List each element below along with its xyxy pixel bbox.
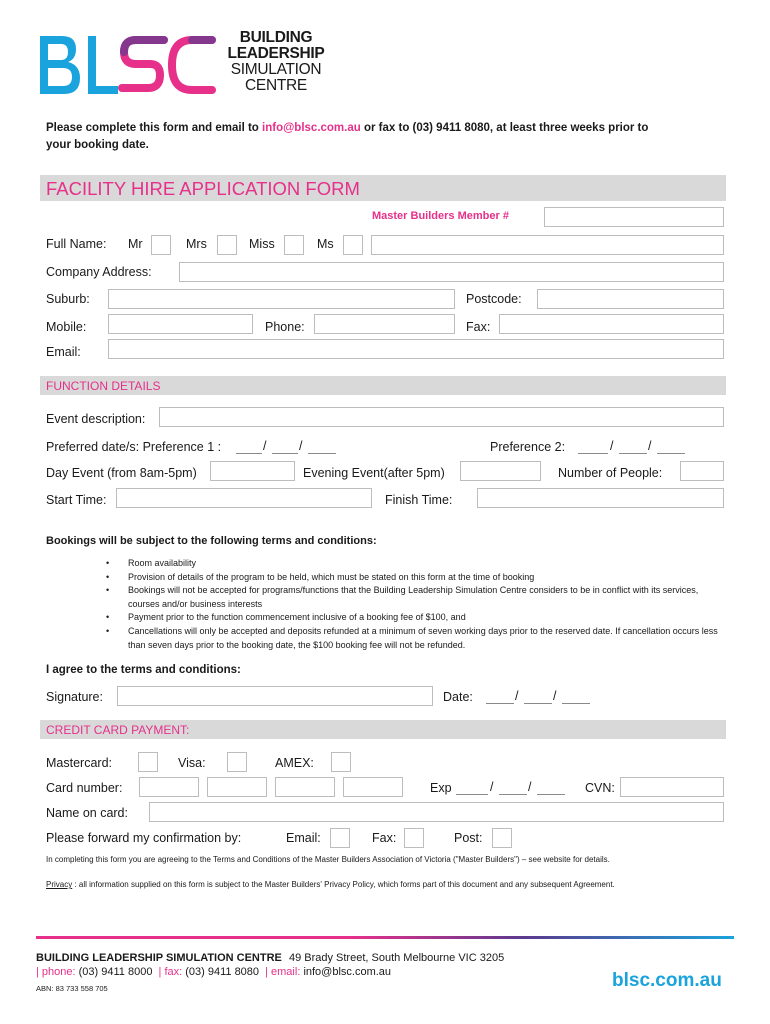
agree-heading: I agree to the terms and conditions: [46,664,241,676]
exp-year[interactable] [537,781,565,795]
signature-label: Signature: [46,690,103,704]
full-name-field[interactable] [371,235,724,255]
date-label: Date: [443,690,473,704]
intro-text-after: or fax to (03) 9411 8080, at least three weeks prior to [360,122,649,134]
preference-2-day[interactable] [578,440,608,454]
exp-label: Exp [430,781,452,795]
preference-1-slash-1: / [263,439,267,453]
footer-sep-3: | [265,966,268,978]
bullet-icon: • [106,612,110,623]
forward-fax-checkbox[interactable] [404,828,424,848]
title-ms-label: Ms [317,237,334,251]
forward-email-checkbox[interactable] [330,828,350,848]
preference-1-slash-2: / [299,439,303,453]
suburb-label: Suburb: [46,292,90,306]
postcode-label: Postcode: [466,292,522,306]
date-month[interactable] [524,690,552,704]
number-people-label: Number of People: [558,466,663,480]
footer-divider [36,936,734,939]
card-number-group-1[interactable] [139,777,199,797]
logo-line-3: SIMULATION [230,61,322,78]
logo-text [226,30,326,94]
forward-fax-label: Fax: [372,831,397,845]
event-description-label: Event description: [46,412,146,426]
fax-label: Fax: [466,320,491,334]
footer-email[interactable]: info@blsc.com.au [303,966,392,978]
exp-slash-1: / [490,780,494,794]
start-time-field[interactable] [116,488,372,508]
start-time-label: Start Time: [46,493,107,507]
blsc-logo-mark [36,32,216,98]
fax-field[interactable] [499,314,724,334]
card-number-group-4[interactable] [343,777,403,797]
terms-item-5: • Cancellations will only be accepted and deposits refunded at a minimum of seven working days prior to the reserved date. If cancellation occurs less than seven days prior to the booking date, the $100 booking fee will not be refunded. [106,625,718,650]
name-on-card-field[interactable] [149,802,724,822]
day-event-label: Day Event (from 8am-5pm) [46,466,197,480]
amex-label: AMEX: [275,756,314,770]
event-description-field[interactable] [159,407,724,427]
email-field[interactable] [108,339,724,359]
name-on-card-label: Name on card: [46,806,128,820]
intro-text [46,120,726,154]
function-details-title: FUNCTION DETAILS [46,379,161,393]
preference-2-year[interactable] [657,440,685,454]
forward-email-label: Email: [286,831,321,845]
intro-email-link[interactable]: info@blsc.com.au [262,122,361,134]
evening-event-field[interactable] [460,461,541,481]
number-people-field[interactable] [680,461,724,481]
footer-sep-2: | [158,966,162,978]
title-miss-label: Miss [249,237,275,251]
preference-1-label: Preferred date/s: Preference 1 : [46,440,222,454]
phone-field[interactable] [314,314,455,334]
visa-checkbox[interactable] [227,752,247,772]
suburb-field[interactable] [108,289,455,309]
phone-label: Phone: [265,320,305,334]
title-mr-checkbox[interactable] [151,235,171,255]
preference-2-slash-1: / [610,439,614,453]
footer-address: 49 Brady Street, South Melbourne VIC 3205 [288,952,505,964]
cvn-field[interactable] [620,777,724,797]
forward-post-checkbox[interactable] [492,828,512,848]
footer-phone-label: phone: [41,966,76,978]
evening-event-label: Evening Event(after 5pm) [303,466,445,480]
title-mrs-checkbox[interactable] [217,235,237,255]
privacy-note [46,879,696,891]
member-number-field[interactable] [544,207,724,227]
footer-org: BUILDING LEADERSHIP SIMULATION CENTRE [36,952,282,964]
footer-fax: (03) 9411 8080 [185,966,260,978]
title-ms-checkbox[interactable] [343,235,363,255]
forward-post-label: Post: [454,831,483,845]
form-title: FACILITY HIRE APPLICATION FORM [46,178,360,199]
bullet-icon: • [106,585,110,596]
day-event-field[interactable] [210,461,295,481]
card-number-group-2[interactable] [207,777,267,797]
exp-day[interactable] [456,781,488,795]
date-slash-1: / [515,689,519,703]
title-miss-checkbox[interactable] [284,235,304,255]
email-label: Email: [46,345,81,359]
card-number-label: Card number: [46,781,123,795]
exp-month[interactable] [499,781,527,795]
visa-label: Visa: [178,756,206,770]
terms-heading: Bookings will be subject to the following terms and conditions: [46,535,377,547]
footer-phone: (03) 9411 8000 [78,966,153,978]
intro-line-2: your booking date. [46,139,149,151]
preference-2-slash-2: / [648,439,652,453]
card-number-group-3[interactable] [275,777,335,797]
preference-2-label: Preference 2: [490,440,566,454]
preference-1-day[interactable] [236,440,262,454]
footer-abn: ABN: 83 733 558 705 [36,984,108,993]
finish-time-field[interactable] [477,488,724,508]
logo-line-4: CENTRE [245,77,307,94]
forward-label: Please forward my confirmation by: [46,831,242,845]
blsc-logo [36,28,336,103]
bullet-icon: • [106,558,110,568]
date-day[interactable] [486,690,514,704]
agreement-note: In completing this form you are agreeing to the Terms and Conditions of the Master Builders Association of Victoria ("Master Builders") – see website for details. [46,855,610,864]
footer-website[interactable]: blsc.com.au [612,970,722,991]
footer-fax-label: fax: [164,966,183,978]
footer-sep-1: | [36,966,39,978]
cvn-label: CVN: [585,781,615,795]
member-label: Master Builders Member # [372,210,509,222]
postcode-field[interactable] [537,289,724,309]
company-address-label: Company Address: [46,265,152,279]
footer-line-2 [36,966,391,978]
logo-line-2: LEADERSHIP [227,45,325,62]
terms-item-4: • Payment prior to the function commencement inclusive of a booking fee of $100, and [128,611,718,625]
logo-line-1: BUILDING [239,29,313,46]
mastercard-label: Mastercard: [46,756,112,770]
mobile-label: Mobile: [46,320,87,334]
mastercard-checkbox[interactable] [138,752,158,772]
preference-1-year[interactable] [308,440,336,454]
preference-2-month[interactable] [619,440,647,454]
bullet-icon: • [106,625,110,636]
exp-slash-2: / [528,780,532,794]
terms-item-2: • Provision of details of the program to be held, which must be stated on this form at the time of booking [128,571,718,585]
full-name-label: Full Name: [46,237,107,251]
privacy-label: Privacy [46,880,73,889]
credit-card-title: CREDIT CARD PAYMENT: [46,723,190,737]
finish-time-label: Finish Time: [385,493,453,507]
mobile-field[interactable] [108,314,253,334]
signature-field[interactable] [117,686,433,706]
privacy-text: : all information supplied on this form is subject to the Master Builders' Privacy Policy, which forms part of this document and any subsequent Agreement. [74,880,615,889]
bullet-icon: • [106,571,110,582]
amex-checkbox[interactable] [331,752,351,772]
preference-1-month[interactable] [272,440,298,454]
footer-email-label: email: [271,966,301,978]
title-mrs-label: Mrs [186,237,207,251]
intro-text-before: Please complete this form and email to [46,122,263,134]
terms-list [106,557,718,652]
date-year[interactable] [562,690,590,704]
footer-line-1 [36,952,504,964]
company-address-field[interactable] [179,262,724,282]
terms-item-1: • Room availability [128,557,718,571]
terms-item-3: • Bookings will not be accepted for programs/functions that the Building Leadership Simulation Centre considers to be in conflict with its services, courses and/or business interests [106,585,699,609]
date-slash-2: / [553,689,557,703]
title-mr-label: Mr [128,237,143,251]
